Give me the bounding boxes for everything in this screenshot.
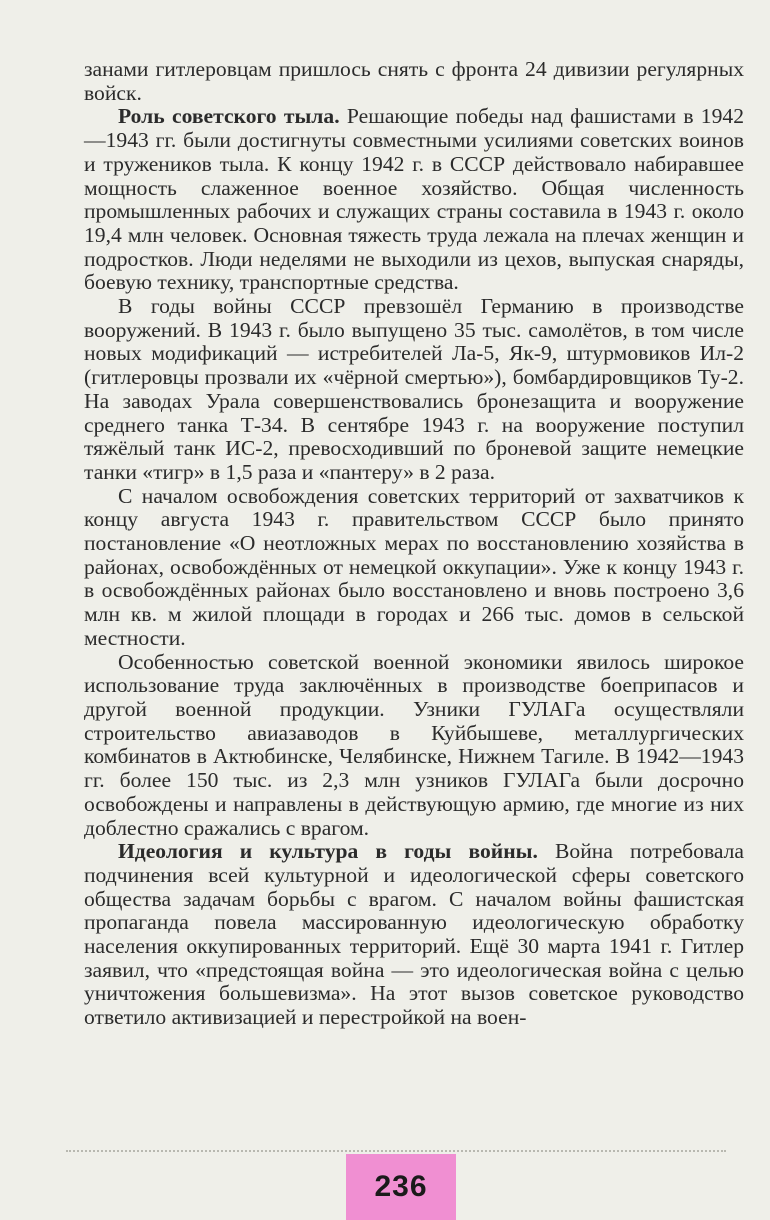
paragraph-text: занами гитлеровцам пришлось снять с фронта 24 дивизии регулярных войск. xyxy=(84,57,744,105)
page-number-badge xyxy=(346,1154,456,1220)
paragraph-text: В годы войны СССР превзошёл Германию в производстве вооружений. В 1943 г. было выпущено 35 тыс. самолётов, в том числе новых модификаций — истребителей Ла-5, Як-9, штурмовиков Ил-2 (гитлеровцы прозвали их «чёрной смертью»), бомбардировщиков Ту-2. На заводах Урала совершенствовались бронезащита и вооружение среднего танка Т-34. В сентябре 1943 г. на вооружение поступил тяжёлый танк ИС-2, превосходивший по броневой защите немецкие танки «тигр» в 1,5 раза и «пантеру» в 2 раза. xyxy=(84,294,744,484)
paragraph-text: Война потребовала подчинения всей культурной и идеологической сферы советского общества задачам борьбы с врагом. С началом войны фашистская пропаганда повела массированную идеологическую обработку населения оккупированных территорий. Ещё 30 марта 1941 г. Гитлер заявил, что «предстоящая война — это идеологическая война с целью уничтожения большевизма». На этот вызов советское руководство ответило активизацией и перестройкой на воен- xyxy=(84,839,744,1030)
paragraph-text: Решающие победы над фашистами в 1942—1943 гг. были достигнуты совместными усилиями советских воинов и тружеников тыла. К концу 1942 г. в СССР действовало набиравшее мощность слаженное военное хозяйство. Общая численность промышленных рабочих и служащих страны составила в 1943 г. около 19,4 млн человек. Основная тяжесть труда лежала на плечах женщин и подростков. Люди неделями не выходили из цехов, выпуская снаряды, боевую технику, транспортные средства. xyxy=(84,104,744,295)
paragraph-heading: Роль советского тыла. xyxy=(118,104,340,129)
paragraph-gulag-labor xyxy=(84,651,744,841)
page-number: 236 xyxy=(374,1170,428,1203)
paragraph-text: С началом освобождения советских территорий от захватчиков к концу августа 1943 г. правительством СССР было принято постановление «О неотложных мерах по восстановлению хозяйства в районах, освобождённых от немецкой оккупации». Уже к концу 1943 г. в освобождённых районах было восстановлено и вновь построено 3,6 млн кв. м жилой площади в городах и 266 тыс. домов в сельской местности. xyxy=(84,483,744,650)
paragraph-continuation xyxy=(84,58,744,105)
paragraph-heading: Идеология и культура в годы войны. xyxy=(118,839,538,864)
paragraph-soviet-rear xyxy=(84,105,744,295)
footer-divider xyxy=(66,1150,726,1152)
body-text xyxy=(84,58,744,1030)
paragraph-restoration xyxy=(84,485,744,651)
paragraph-text: Особенностью советской военной экономики явилось широкое использование труда заключённых в производстве боеприпасов и другой военной продукции. Узники ГУЛАГа осуществляли строительство авиазаводов в Куйбышеве, металлургических комбинатов в Актюбинске, Челябинске, Нижнем Тагиле. В 1942—1943 гг. более 150 тыс. из 2,3 млн узников ГУЛАГа были досрочно освобождены и направлены в действующую армию, где многие из них доблестно сражались с врагом. xyxy=(84,649,744,840)
paragraph-weapons-production xyxy=(84,295,744,485)
paragraph-ideology-culture xyxy=(84,840,744,1030)
